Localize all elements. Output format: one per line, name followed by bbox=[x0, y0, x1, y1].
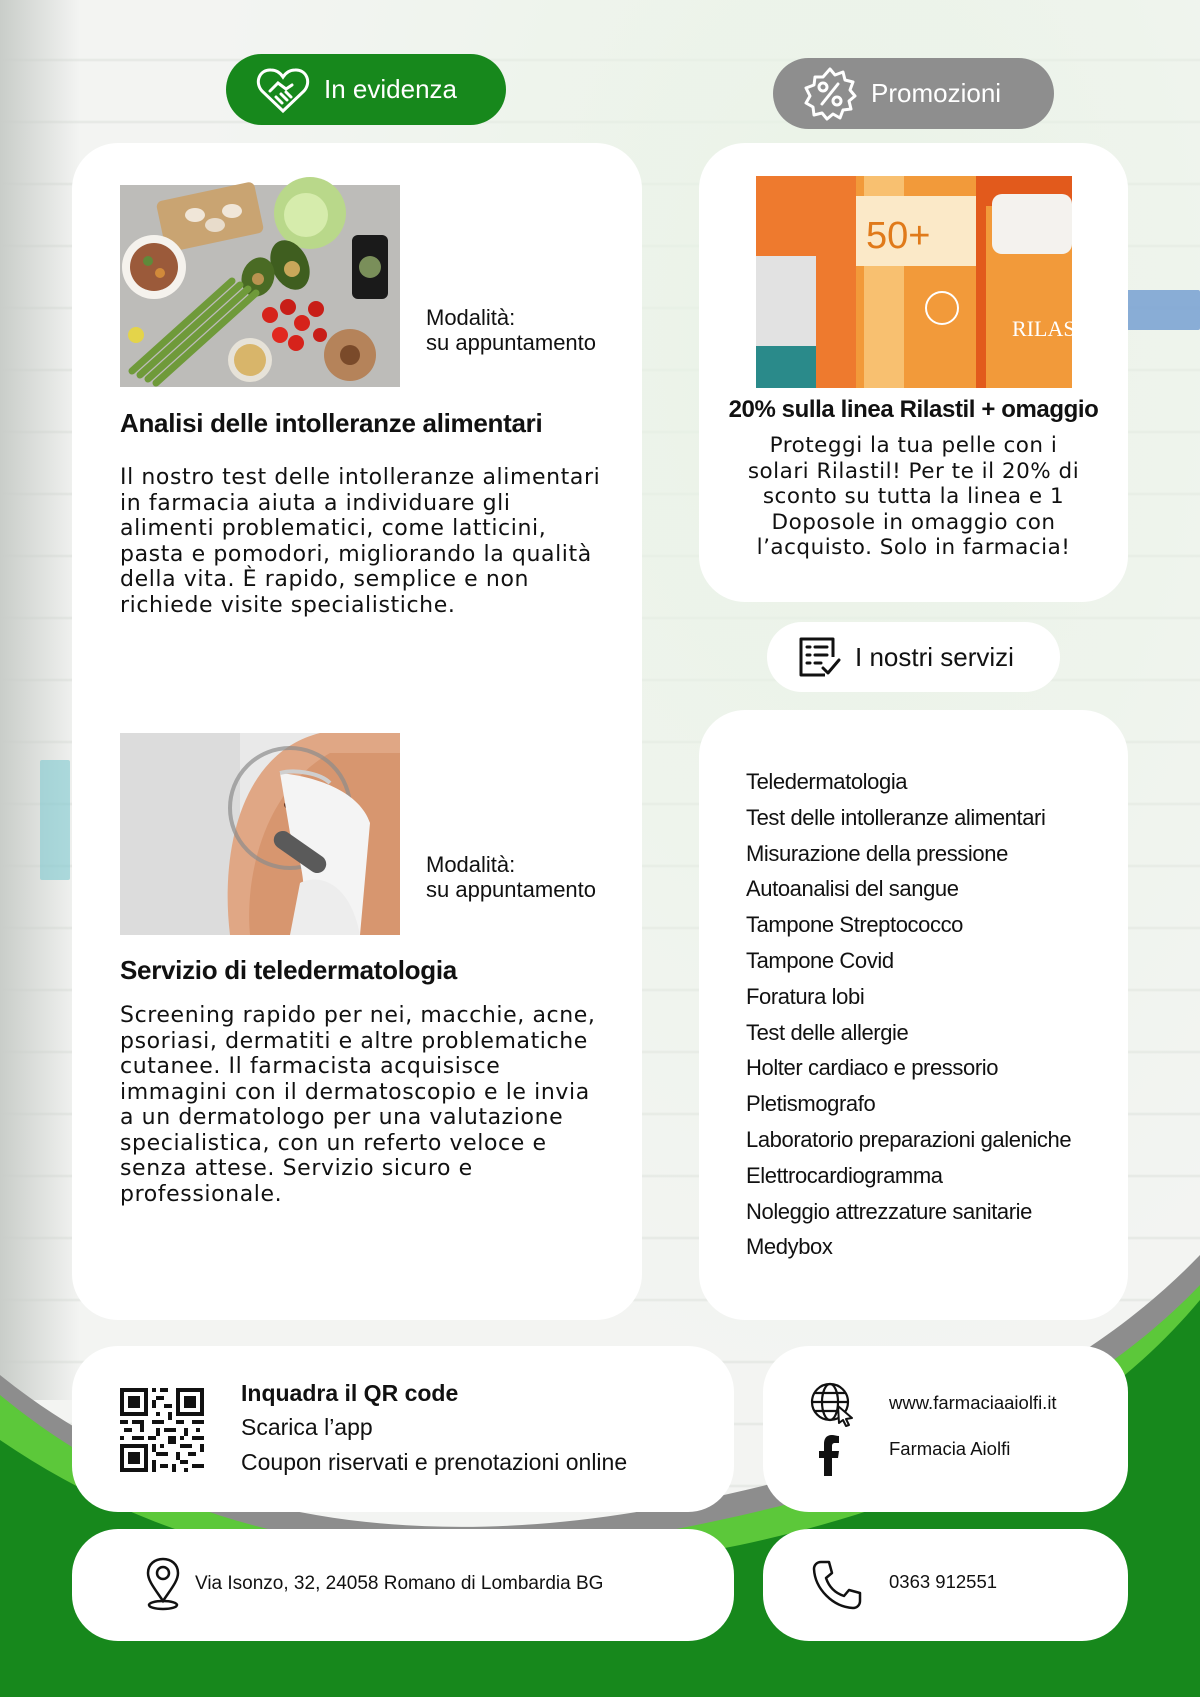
location-pin-icon bbox=[145, 1557, 181, 1611]
address-card bbox=[72, 1529, 734, 1641]
service-item: Tampone Covid bbox=[746, 947, 894, 973]
handshake-heart-icon bbox=[256, 67, 310, 113]
address-text: Via Isonzo, 32, 24058 Romano di Lombardia BG bbox=[195, 1573, 604, 1594]
service-item: Noleggio attrezzature sanitarie bbox=[746, 1198, 1032, 1224]
featured-title: Servizio di teledermatologia bbox=[120, 955, 457, 985]
globe-cursor-icon bbox=[810, 1382, 856, 1426]
featured-card bbox=[72, 143, 642, 1320]
qr-card bbox=[72, 1346, 734, 1512]
services-list bbox=[746, 764, 1071, 1265]
checklist-icon bbox=[797, 635, 841, 679]
food-photo bbox=[120, 185, 400, 387]
featured-header-label: In evidenza bbox=[324, 74, 457, 104]
qr-line-coupon: Coupon riservati e prenotazioni online bbox=[241, 1449, 628, 1475]
facebook-row[interactable] bbox=[810, 1434, 1011, 1476]
promotions-header bbox=[773, 58, 1054, 129]
service-item: Autoanalisi del sangue bbox=[746, 876, 959, 902]
service-item: Laboratorio preparazioni galeniche bbox=[746, 1126, 1072, 1152]
service-item: Foratura lobi bbox=[746, 983, 865, 1009]
promo-text: Proteggi la tua pelle con i solari Rilastil! Per te il 20% di sconto su tutta la linea e 1 Doposole in omaggio con l’acquisto. Solo in farmacia! bbox=[747, 433, 1080, 560]
promo-card bbox=[699, 143, 1128, 602]
dermatology-photo bbox=[120, 733, 400, 935]
sunscreen-photo bbox=[756, 176, 1089, 388]
qr-code[interactable] bbox=[120, 1388, 204, 1472]
service-item: Medybox bbox=[746, 1234, 833, 1260]
featured-title: Analisi delle intolleranze alimentari bbox=[120, 408, 543, 438]
facebook-icon bbox=[810, 1434, 850, 1476]
percent-badge-icon bbox=[803, 67, 857, 121]
promotions-header-label: Promozioni bbox=[871, 78, 1002, 108]
service-item: Pletismografo bbox=[746, 1091, 876, 1117]
service-item: Tampone Streptococco bbox=[746, 912, 964, 938]
service-item: Teledermatologia bbox=[746, 769, 908, 794]
services-header bbox=[767, 622, 1060, 692]
phone-icon bbox=[811, 1559, 863, 1611]
mode-value: su appuntamento bbox=[426, 330, 597, 355]
service-item: Test delle intolleranze alimentari bbox=[746, 804, 1046, 830]
featured-mode bbox=[426, 852, 596, 902]
promo-title: 20% sulla linea Rilastil + omaggio bbox=[728, 396, 1099, 423]
services-header-label: I nostri servizi bbox=[855, 641, 1014, 672]
featured-description: Il nostro test delle intolleranze alimentari in farmacia aiuta a individuare gli alimenti problematici, come latticini, pasta e pomodori, migliorando la qualità della vita. È rapido, semplice e non richiede visite specialistiche. bbox=[120, 465, 601, 618]
service-item: Holter cardiaco e pressorio bbox=[746, 1055, 999, 1081]
featured-mode bbox=[426, 305, 596, 355]
website-link[interactable]: www.farmaciaaiolfi.it bbox=[889, 1392, 1057, 1413]
qr-line-app: Scarica l’app bbox=[241, 1414, 373, 1440]
services-card bbox=[699, 710, 1128, 1320]
featured-description: Screening rapido per nei, macchie, acne, psoriasi, dermatiti e altre problematiche cutanee. Il farmacista acquisisce immagini con il dermatoscopio e le invia a un dermatologo per una valutazione specialistica, con un referto veloce e senza attese. Servizio sicuro e professionale. bbox=[120, 1003, 596, 1207]
address-row[interactable] bbox=[145, 1557, 603, 1611]
bottle-spf-text: 50+ bbox=[866, 215, 931, 257]
bottle-brand-text: RILAST bbox=[1012, 316, 1089, 341]
website-row[interactable] bbox=[810, 1382, 1057, 1426]
service-item: Elettrocardiogramma bbox=[746, 1162, 943, 1188]
web-card bbox=[763, 1346, 1128, 1512]
service-item: Misurazione della pressione bbox=[746, 840, 1008, 866]
mode-value: su appuntamento bbox=[426, 877, 597, 902]
mode-label: Modalità: bbox=[426, 852, 516, 877]
mode-label: Modalità: bbox=[426, 305, 516, 330]
phone-row[interactable] bbox=[811, 1559, 998, 1611]
qr-text bbox=[241, 1376, 627, 1480]
phone-card bbox=[763, 1529, 1128, 1641]
service-item: Test delle allergie bbox=[746, 1019, 909, 1045]
phone-number[interactable]: 0363 912551 bbox=[889, 1571, 998, 1592]
qr-heading: Inquadra il QR code bbox=[241, 1380, 459, 1406]
facebook-link[interactable]: Farmacia Aiolfi bbox=[889, 1438, 1011, 1459]
featured-header bbox=[226, 54, 506, 125]
